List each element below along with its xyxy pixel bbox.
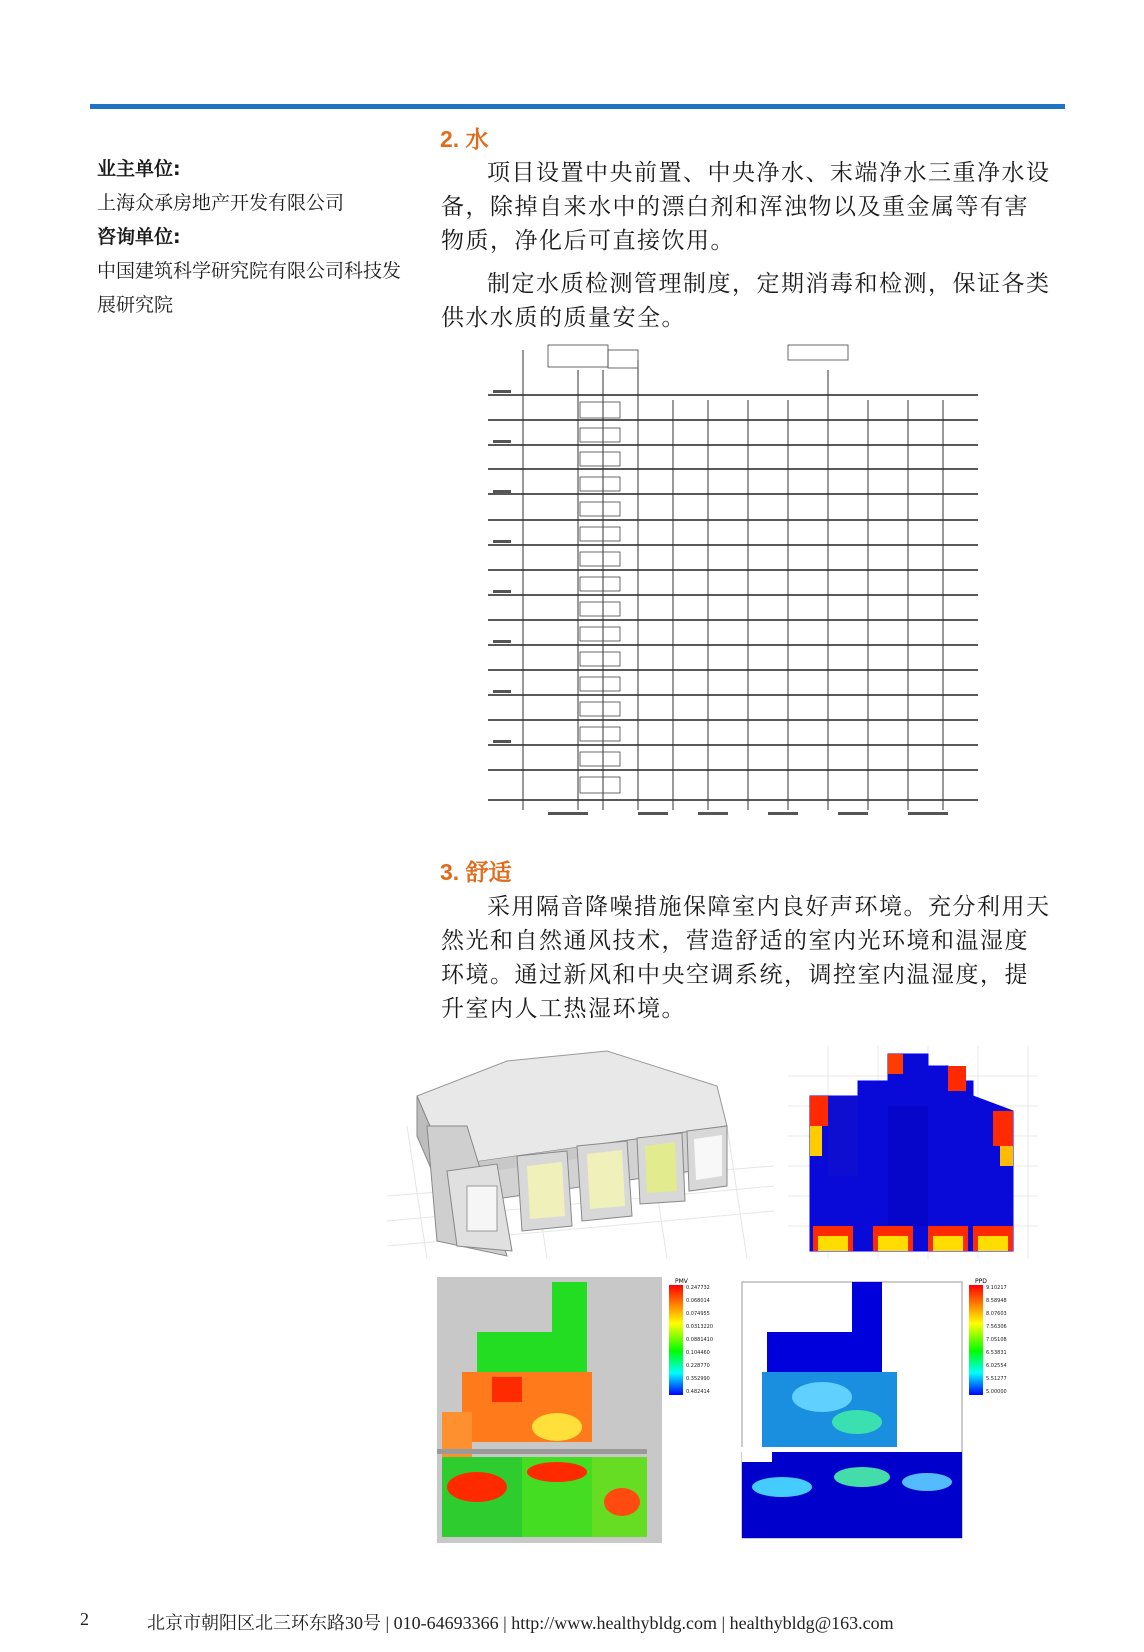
ppd-legend-value: 6.02554 [986,1363,1007,1369]
ppd-legend-title: PPD [975,1278,987,1285]
owner-label: 业主单位: [97,158,181,180]
water-heading: 2. 水 [440,126,489,152]
ppd-legend-value: 9.10217 [986,1285,1007,1291]
water-paragraph-2: 制定水质检测管理制度，定期消毒和检测，保证各类供水水质的质量安全。 [441,271,1051,331]
ppd-legend-value: 8.58948 [986,1298,1007,1304]
pmv-legend-value: 0.068014 [686,1298,710,1304]
ppd-legend-value: 5.00000 [986,1389,1007,1395]
ppd-thermal-map [737,1277,1034,1543]
consult-label: 咨询单位: [97,226,181,248]
pmv-legend-title: PMV [675,1278,688,1285]
ppd-legend-value: 8.07603 [986,1311,1007,1317]
pmv-legend-value: 0.104460 [686,1350,710,1356]
ppd-legend-value: 7.56306 [986,1324,1007,1330]
pmv-legend-value: 0.482414 [686,1389,710,1395]
page-number: 2 [80,1609,89,1629]
ppd-legend-value: 6.53831 [986,1350,1007,1356]
building-3d-model [387,1046,774,1259]
consult-value: 中国建筑科学研究院有限公司科技发展研究院 [97,260,402,316]
header-rule [90,104,1065,109]
pmv-thermal-map [437,1277,723,1543]
daylight-simulation-map [788,1046,1038,1259]
sidebar-info [97,152,417,322]
owner-value: 上海众承房地产开发有限公司 [97,192,345,214]
ppd-legend-value: 7.05108 [986,1337,1007,1343]
water-paragraph-1: 项目设置中央前置、中央净水、末端净水三重净水设备，除掉自来水中的漂白剂和浑浊物以及重金属等有害物质，净化后可直接饮用。 [441,160,1051,254]
pmv-legend-value: 0.228770 [686,1363,710,1369]
water-system-diagram [488,340,978,827]
pmv-legend-value: 0.247732 [686,1285,710,1291]
footer-contact: 北京市朝阳区北三环东路30号 | 010-64693366 | http://www.healthybldg.com | healthybldg@163.com [147,1613,894,1633]
pmv-legend-value: 0.0881410 [686,1337,714,1343]
ppd-legend-value: 5.51277 [986,1376,1007,1382]
comfort-heading: 3. 舒适 [440,859,512,885]
pmv-legend-value: 0.074955 [686,1311,710,1317]
pmv-legend-value: 0.352990 [686,1376,710,1382]
comfort-paragraph-1: 采用隔音降噪措施保障室内良好声环境。充分利用天然光和自然通风技术，营造舒适的室内光环境和温湿度环境。通过新风和中央空调系统，调控室内温湿度，提升室内人工热湿环境。 [441,894,1051,1022]
pmv-legend-value: 0.0313220 [686,1324,714,1330]
